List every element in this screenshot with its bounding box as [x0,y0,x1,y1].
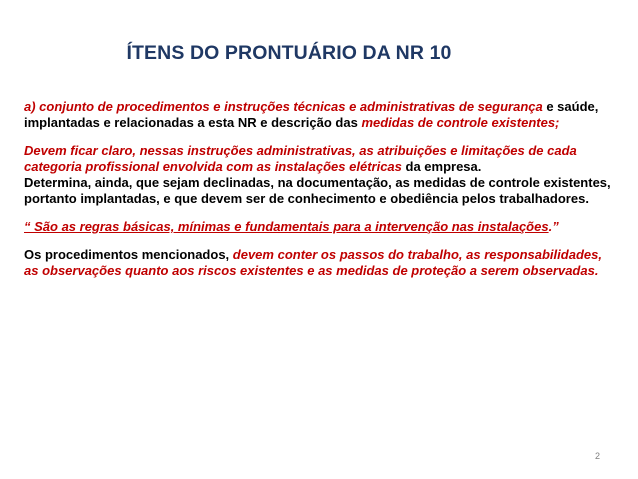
instructions-emphasis: Devem ficar claro, nessas instruções administrativas, as atribuições e limitações de cada categoria profissional envolvida com as instalações elétricas [24,143,577,174]
paragraph-procedures [24,247,618,279]
quote-text: “ São as regras básicas, mínimas e fundamentais para a intervenção nas instalações [24,219,549,234]
procedures-emphasis: devem conter os passos do trabalho, as responsabilidades, as observações quanto aos riscos existentes e as medidas de proteção a serem observadas. [24,247,602,278]
slide-body [24,99,618,279]
paragraph-item-a [24,99,618,131]
paragraph-determination [24,175,618,207]
slide-title: ÍTENS DO PRONTUÁRIO DA NR 10 [126,42,452,64]
procedures-text: Os procedimentos mencionados, [24,247,233,262]
item-a-emphasis: a) conjunto de procedimentos e instruções técnicas e administrativas de segurança [24,99,543,114]
item-a-text: e saúde, implantadas e relacionadas a esta NR e descrição das [24,99,599,130]
paragraph-quote [24,219,618,235]
paragraph-instructions [24,143,618,175]
determination-text: Determina, ainda, que sejam declinadas, na documentação, as medidas de controle existentes, portanto implantadas, e que devem ser de conhecimento e obediência pelos trabalhadores. [24,175,611,206]
page-number: 2 [594,451,600,461]
instructions-text: da empresa. [401,159,482,174]
item-a-control-measures: medidas de controle existentes; [361,115,560,130]
quote-end: .” [548,219,559,234]
